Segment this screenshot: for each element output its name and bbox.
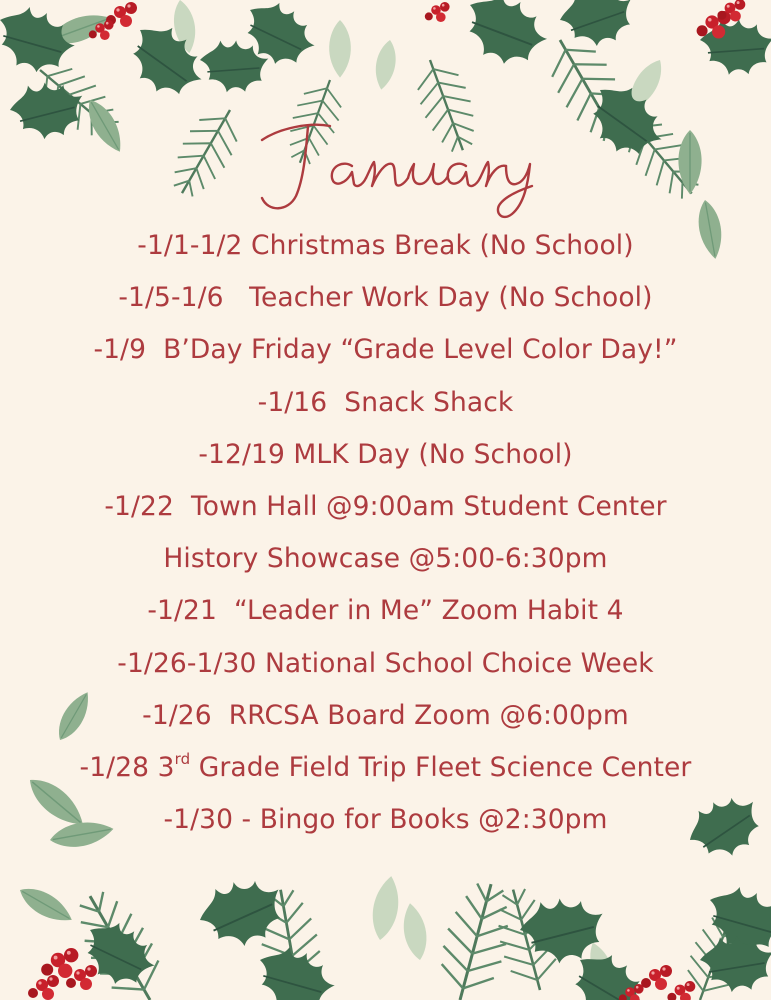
event-item: -1/21 “Leader in Me” Zoom Habit 4 xyxy=(147,595,624,627)
event-item: -1/16 Snack Shack xyxy=(257,386,514,418)
event-item: -12/19 MLK Day (No School) xyxy=(198,438,573,470)
event-item: -1/26 RRCSA Board Zoom @6:00pm xyxy=(142,699,629,731)
event-item: -1/30 - Bingo for Books @2:30pm xyxy=(163,804,608,836)
event-item: History Showcase @5:00-6:30pm xyxy=(163,543,608,575)
event-list xyxy=(0,220,771,846)
month-title-lettering xyxy=(0,100,771,230)
ordinal-suffix: rd xyxy=(174,750,191,769)
event-item-text: Grade Field Trip Fleet Science Center xyxy=(190,751,692,783)
event-item: -1/26-1/30 National School Choice Week xyxy=(117,647,654,679)
event-item: -1/5-1/6 Teacher Work Day (No School) xyxy=(118,282,653,314)
event-item: -1/1-1/2 Christmas Break (No School) xyxy=(137,230,634,261)
month-title-text xyxy=(0,100,771,101)
event-item xyxy=(0,742,771,794)
event-item-text: -1/28 3 xyxy=(79,751,175,783)
month-title xyxy=(0,100,771,230)
event-item: -1/9 B’Day Friday “Grade Level Color Day!” xyxy=(93,334,678,366)
event-item: -1/22 Town Hall @9:00am Student Center xyxy=(104,490,667,522)
